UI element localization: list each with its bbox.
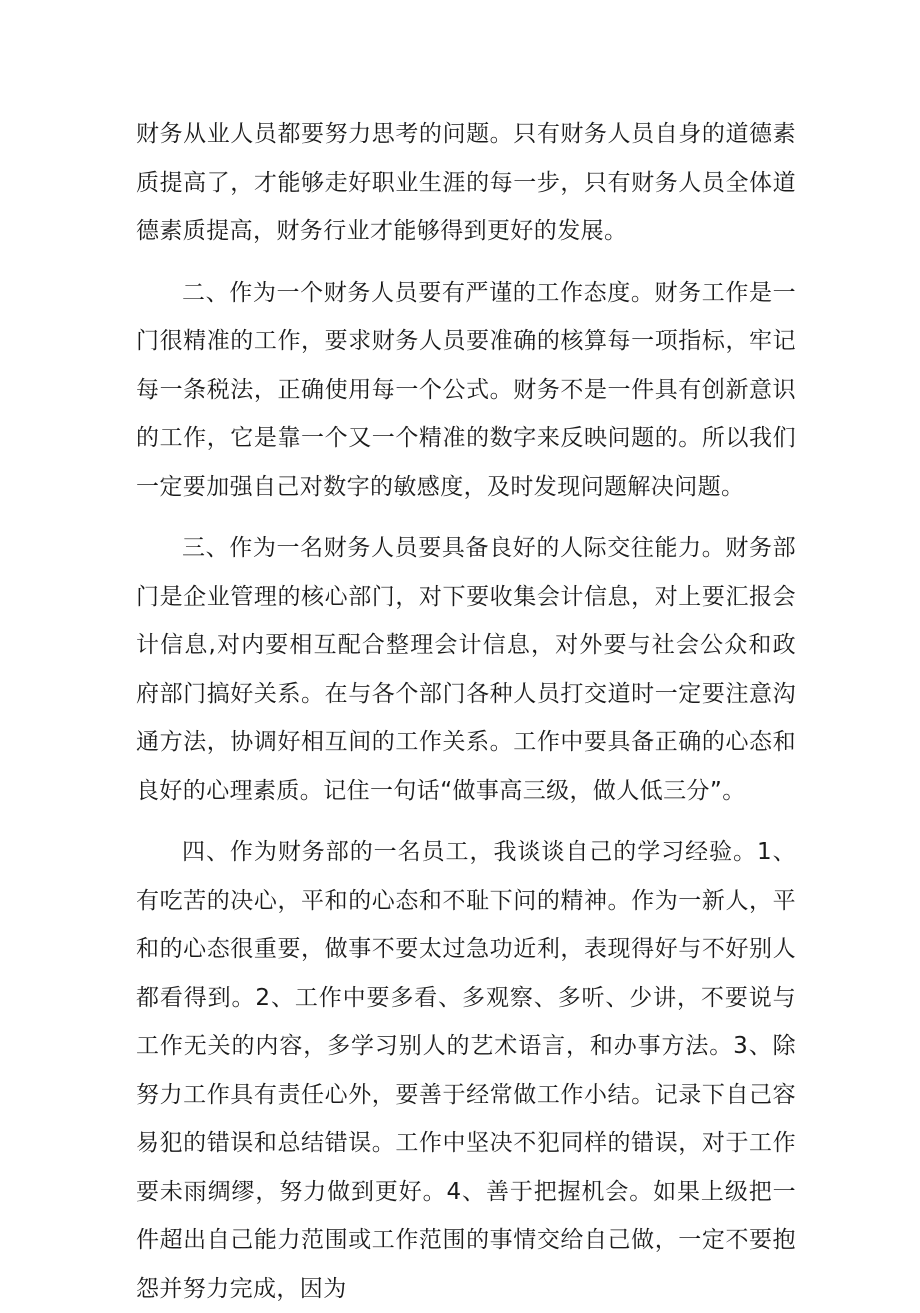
document-body xyxy=(136,110,796,1313)
paragraph-section-3: 三、作为一名财务人员要具备良好的人际交往能力。财务部门是企业管理的核心部门，对下要收集会计信息，对上要汇报会计信息,对内要相互配合整理会计信息，对外要与社会公众和政府部门搞好关系。在与各个部门各种人员打交道时一定要注意沟通方法，协调好相互间的工作关系。工作中要具备正确的心态和良好的心理素质。记住一句话“做事高三级，做人低三分”。 xyxy=(136,535,796,804)
paragraph-section-2: 二、作为一个财务人员要有严谨的工作态度。财务工作是一门很精准的工作，要求财务人员要准确的核算每一项指标，牢记每一条税法，正确使用每一个公式。财务不是一件具有创新意识的工作，它是靠一个又一个精准的数字来反映问题的。所以我们一定要加强自己对数字的敏感度，及时发现问题解决问题。 xyxy=(136,279,796,500)
paragraph-section-4: 四、作为财务部的一名员工，我谈谈自己的学习经验。1、有吃苦的决心，平和的心态和不耻下问的精神。作为一新人，平和的心态很重要，做事不要太过急功近利，表现得好与不好别人都看得到。2、工作中要多看、多观察、多听、少讲，不要说与工作无关的内容，多学习别人的艺术语言，和办事方法。3、除努力工作具有责任心外，要善于经常做工作小结。记录下自己容易犯的错误和总结错误。工作中坚决不犯同样的错误，对于工作要未雨绸缪，努力做到更好。4、善于把握机会。如果上级把一件超出自己能力范围或工作范围的事情交给自己做，一定不要抱怨并努力完成，因为 xyxy=(136,839,796,1302)
paragraph-continuation: 财务从业人员都要努力思考的问题。只有财务人员自身的道德素质提高了，才能够走好职业生涯的每一步，只有财务人员全体道德素质提高，财务行业才能够得到更好的发展。 xyxy=(136,121,796,244)
